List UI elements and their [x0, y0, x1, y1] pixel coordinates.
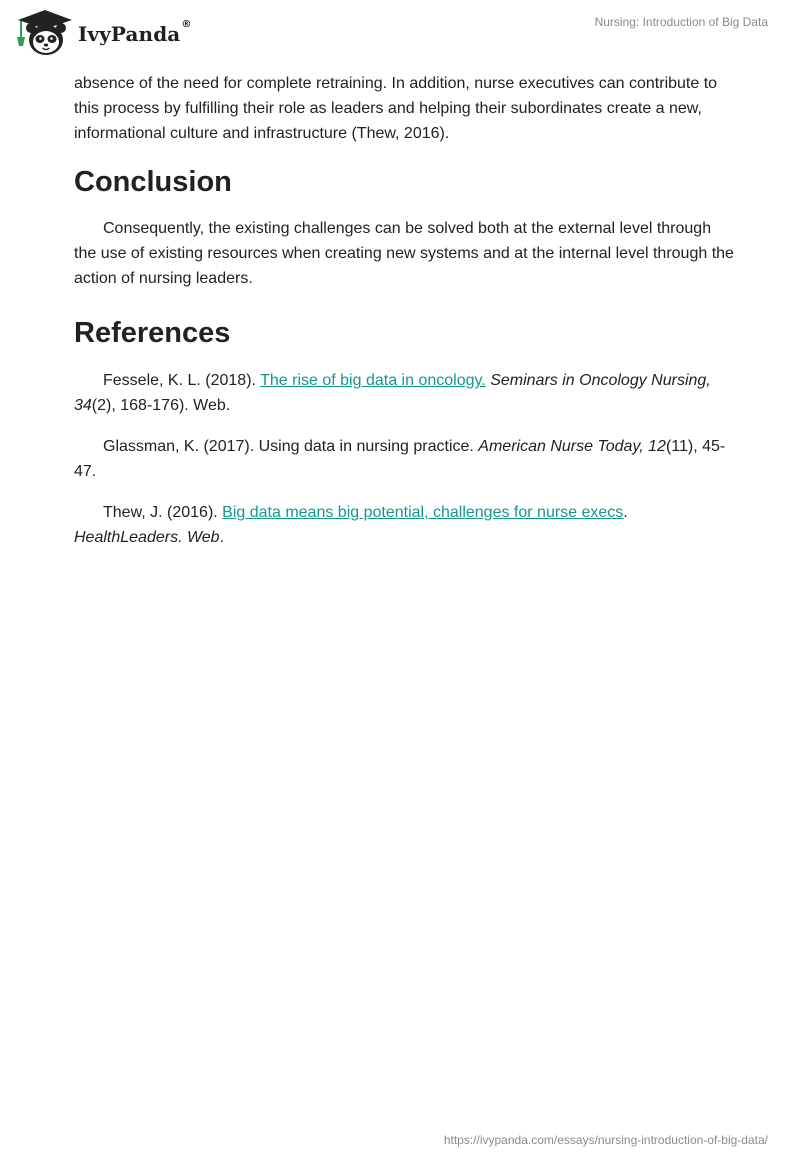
panda-graduate-icon: [14, 9, 76, 57]
page-header: [0, 0, 800, 66]
logo-wordmark: IvyPanda: [78, 22, 181, 46]
reference-source: American Nurse Today, 12: [478, 438, 666, 455]
reference-source: HealthLeaders. Web: [74, 529, 220, 546]
reference-tail: (2), 168-176). Web.: [91, 397, 231, 414]
registered-mark: ®: [181, 18, 192, 30]
reference-item: [74, 368, 734, 418]
reference-tail: (11), 45-47.: [74, 438, 726, 480]
intro-paragraph: absence of the need for complete retraining. In addition, nurse executives can contribute to this process by fulfilling their role as leaders and helping their subordinates create a new, informational culture and infrastructure (Thew, 2016).: [74, 75, 718, 142]
essay-content: [74, 71, 734, 550]
reference-lead: Glassman, K. (2017). Using data in nursing practice.: [103, 438, 479, 455]
reference-item: [74, 434, 734, 484]
conclusion-paragraph: Consequently, the existing challenges can be solved both at the external level through the use of existing resources when creating new systems and at the internal level through the action of nursing leaders.: [74, 220, 734, 287]
reference-link[interactable]: Big data means big potential, challenges for nurse execs: [222, 504, 624, 521]
reference-source: Seminars in Oncology Nursing, 34: [74, 372, 711, 414]
footer-source-url[interactable]: https://ivypanda.com/essays/nursing-introduction-of-big-data/: [443, 1133, 768, 1147]
reference-lead: Fessele, K. L. (2018).: [103, 372, 261, 389]
ivypanda-logo[interactable]: [14, 9, 191, 57]
references-heading: References: [74, 317, 231, 349]
conclusion-heading: Conclusion: [74, 166, 232, 198]
reference-after-link: .: [623, 504, 628, 521]
reference-lead: Thew, J. (2016).: [103, 504, 223, 521]
reference-item: [74, 500, 734, 550]
reference-tail: .: [219, 529, 225, 546]
document-running-title: Nursing: Introduction of Big Data: [594, 15, 768, 29]
reference-link[interactable]: The rise of big data in oncology.: [260, 372, 486, 389]
